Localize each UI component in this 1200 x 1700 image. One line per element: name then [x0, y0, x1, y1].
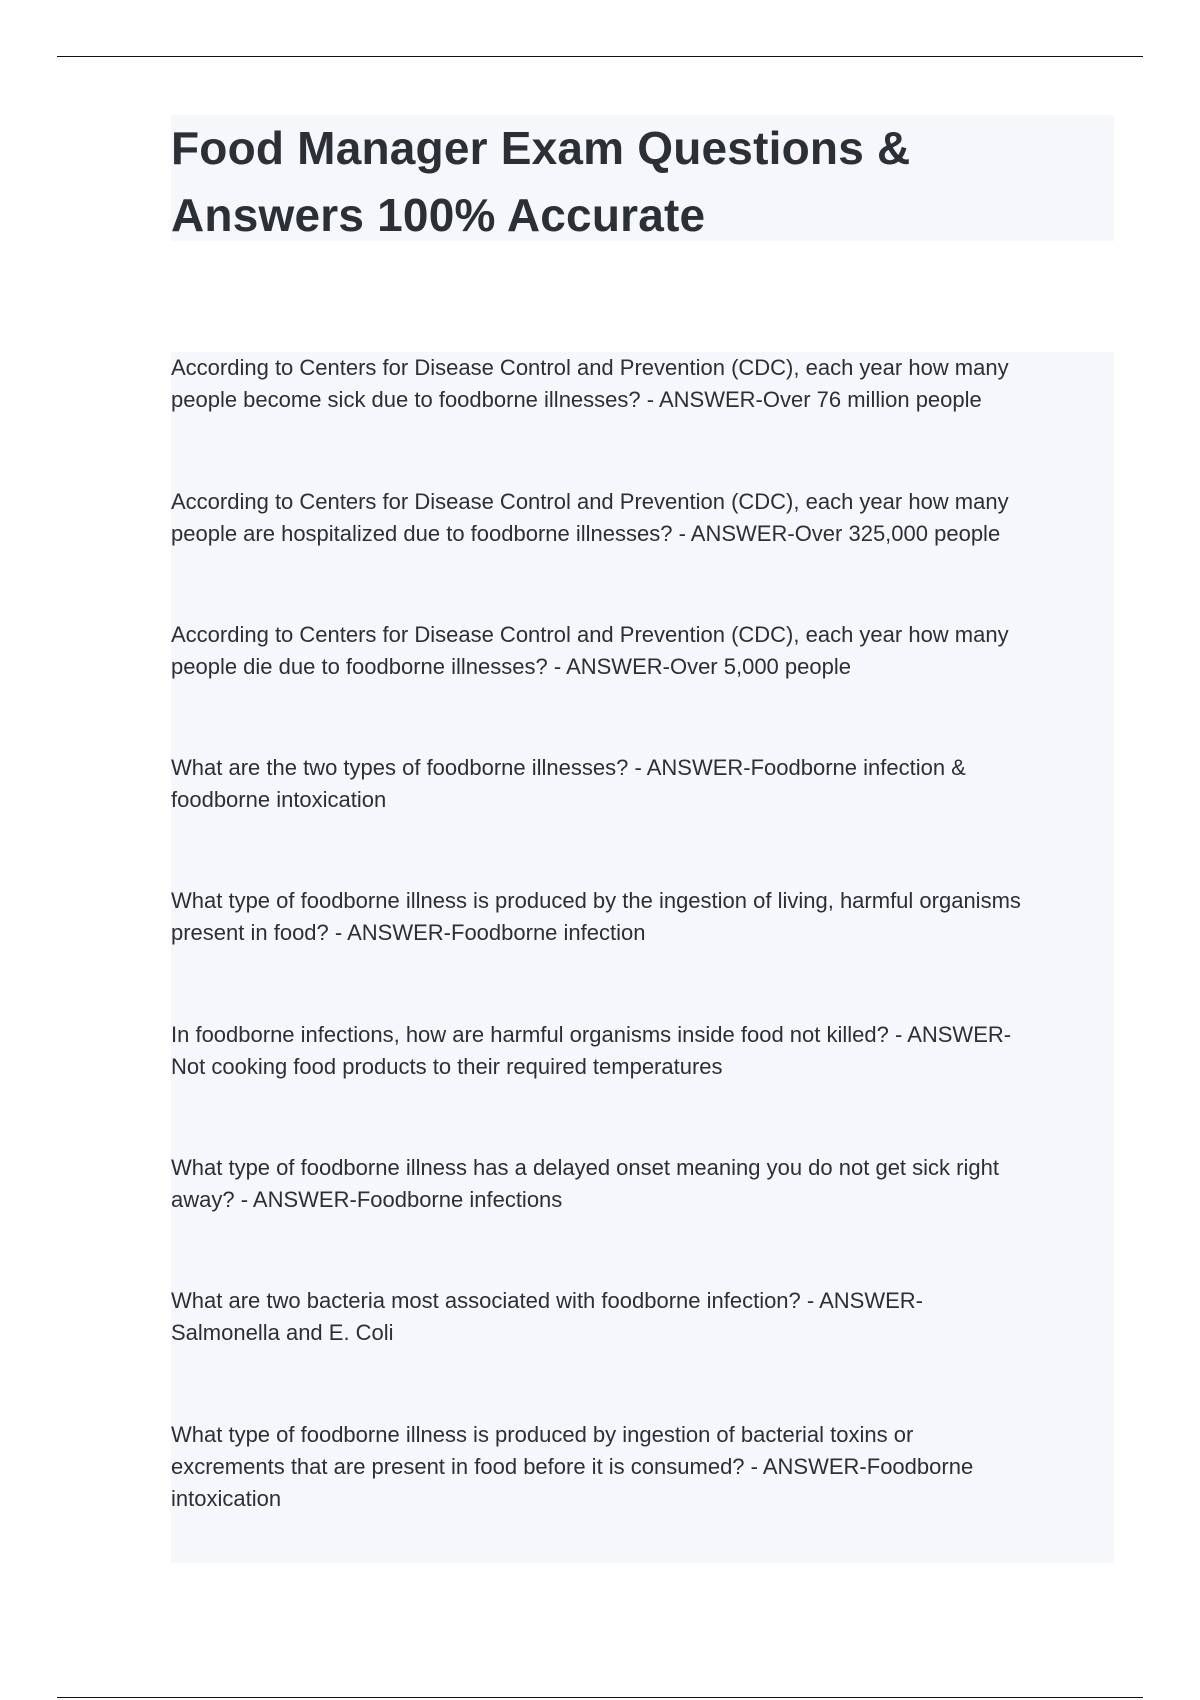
- qa-item-3: According to Centers for Disease Control and Prevention (CDC), each year how many people die due to foodborne illnesses? - ANSWER-Over 5,000 people: [171, 622, 1009, 679]
- title-block: [171, 115, 1114, 241]
- qa-list: [171, 352, 1114, 1563]
- top-rule: [57, 56, 1143, 57]
- qa-item-2: According to Centers for Disease Control and Prevention (CDC), each year how many people are hospitalized due to foodborne illnesses? - ANSWER-Over 325,000 people: [171, 489, 1009, 546]
- qa-item-9: What type of foodborne illness is produced by ingestion of bacterial toxins or excrements that are present in food before it is consumed? - ANSWER-Foodborne intoxication: [171, 1422, 974, 1511]
- document-title: Food Manager Exam Questions & Answers 100% Accurate: [171, 122, 911, 241]
- qa-item-6: In foodborne infections, how are harmful organisms inside food not killed? - ANSWER- Not cooking food products to their required temperatures: [171, 1022, 1012, 1079]
- qa-item-4: What are the two types of foodborne illnesses? - ANSWER-Foodborne infection & foodborne intoxication: [171, 755, 966, 812]
- qa-item-5: What type of foodborne illness is produced by the ingestion of living, harmful organisms present in food? - ANSWER-Foodborne infection: [171, 888, 1021, 945]
- bottom-rule: [57, 1697, 1143, 1698]
- qa-item-7: What type of foodborne illness has a delayed onset meaning you do not get sick right away? - ANSWER-Foodborne infections: [171, 1155, 999, 1212]
- qa-item-8: What are two bacteria most associated with foodborne infection? - ANSWER- Salmonella and E. Coli: [171, 1288, 924, 1345]
- qa-item-1: According to Centers for Disease Control and Prevention (CDC), each year how many people become sick due to foodborne illnesses? - ANSWER-Over 76 million people: [171, 355, 1009, 412]
